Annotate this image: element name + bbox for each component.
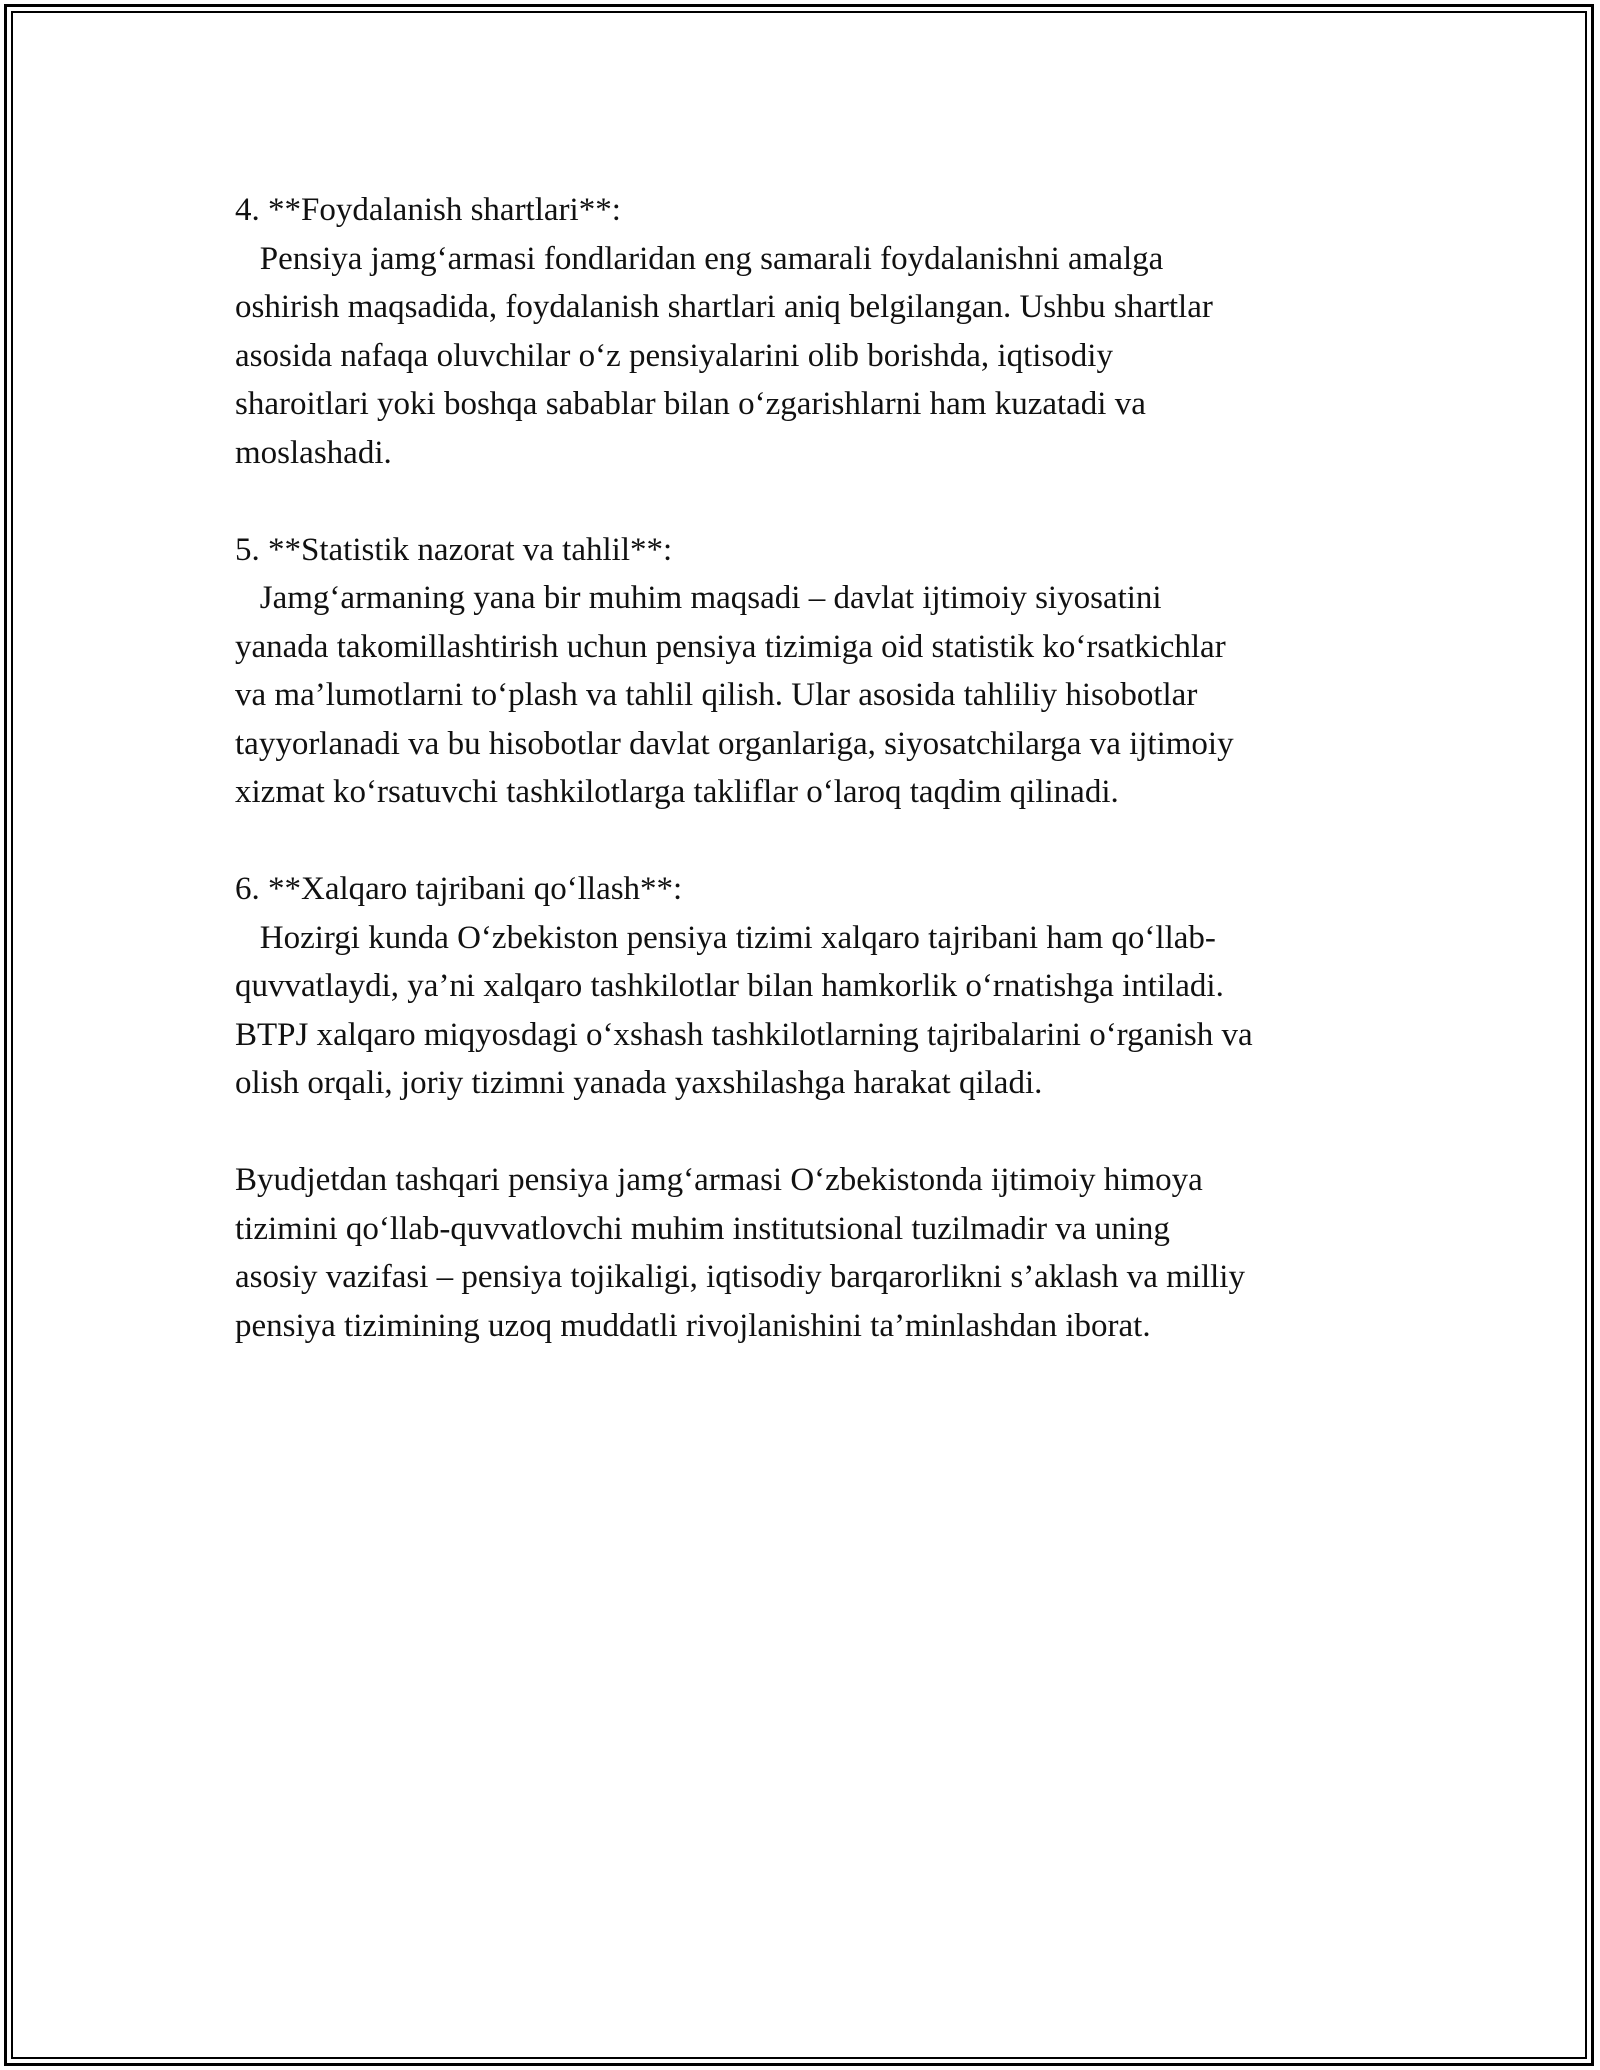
paragraph-line: olish orqali, joriy tizimni yanada yaxshilashga harakat qiladi. [235,1065,1043,1101]
paragraph-line: xizmat ko‘rsatuvchi tashkilotlarga takliflar o‘laroq taqdim qilinadi. [235,774,1119,810]
document-body [235,186,1395,1350]
section-heading: 5. **Statistik nazorat va tahlil**: [235,531,673,568]
paragraph-spacer [235,817,1395,866]
paragraph-line: oshirish maqsadida, foydalanish shartlari aniq belgilangan. Ushbu shartlar [235,289,1213,325]
paragraph-line: tayyorlanadi va bu hisobotlar davlat organlariga, siyosatchilarga va ijtimoiy [235,725,1234,762]
section-heading: 6. **Xalqaro tajribani qo‘llash**: [235,871,683,907]
section-statistik-nazorat [235,526,1395,817]
paragraph-line: pensiya tizimining uzoq muddatli rivojlanishini ta’minlashdan iborat. [235,1307,1151,1344]
paragraph-line: Hozirgi kunda O‘zbekiston pensiya tizimi xalqaro tajribani ham qo‘llab- [235,919,1216,956]
section-foydalanish-shartlari [235,186,1395,477]
paragraph-line: Jamg‘armaning yana bir muhim maqsadi – davlat ijtimoiy siyosatini [235,580,1162,616]
section-xalqaro-tajriba [235,865,1395,1108]
paragraph-line: asosiy vazifasi – pensiya tojikaligi, iqtisodiy barqarorlikni s’aklash va milliy [235,1259,1245,1295]
paragraph-line: moslashadi. [235,434,392,471]
paragraph-spacer [235,1108,1395,1157]
paragraph-line: yanada takomillashtirish uchun pensiya tizimiga oid statistik ko‘rsatkichlar [235,628,1226,665]
conclusion-paragraph [235,1156,1395,1350]
paragraph-line: sharoitlari yoki boshqa sabablar bilan o‘zgarishlarni ham kuzatadi va [235,386,1146,422]
paragraph-line: Pensiya jamg‘armasi fondlaridan eng samarali foydalanishni amalga [235,240,1164,277]
paragraph-line: asosida nafaqa oluvchilar o‘z pensiyalarini olib borishda, iqtisodiy [235,337,1113,374]
paragraph-line: quvvatlaydi, ya’ni xalqaro tashkilotlar bilan hamkorlik o‘rnatishga intiladi. [235,968,1224,1004]
paragraph-line: tizimini qo‘llab-quvvatlovchi muhim institutsional tuzilmadir va uning [235,1210,1170,1247]
paragraph-line: Byudjetdan tashqari pensiya jamg‘armasi O‘zbekistonda ijtimoiy himoya [235,1162,1203,1198]
section-heading: 4. **Foydalanish shartlari**: [235,192,621,228]
paragraph-line: BTPJ xalqaro miqyosdagi o‘xshash tashkilotlarning tajribalarini o‘rganish va [235,1016,1253,1053]
paragraph-line: va ma’lumotlarni to‘plash va tahlil qilish. Ular asosida tahliliy hisobotlar [235,677,1198,713]
paragraph-spacer [235,477,1395,526]
